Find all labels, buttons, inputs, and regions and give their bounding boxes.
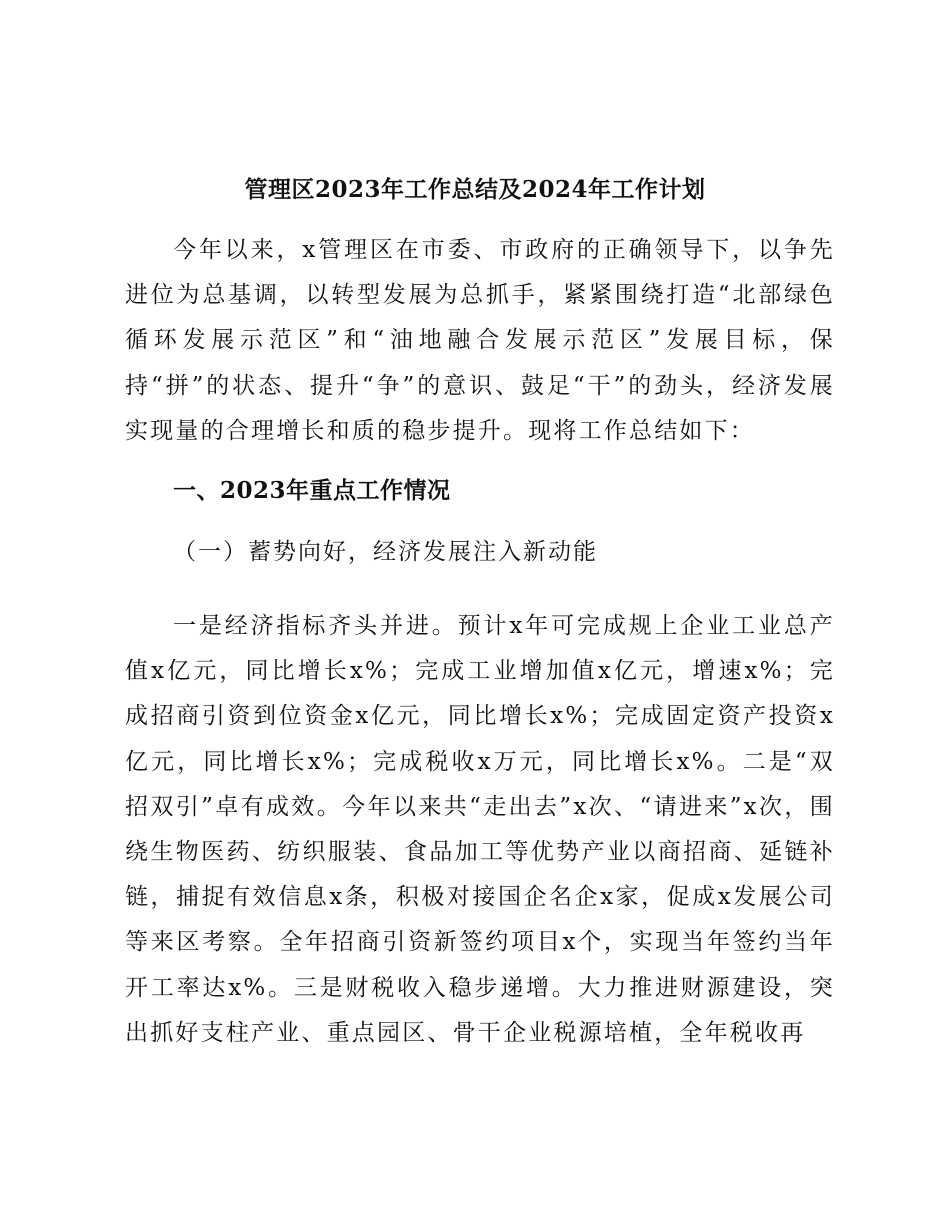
- document-title: 管理区2023年工作总结及2024年工作计划: [244, 176, 706, 203]
- intro-paragraph: 今年以来，x管理区在市委、市政府的正确领导下，以争先进位为总基调，以转型发展为总抓手，紧紧围绕打造“北部绿色循环发展示范区”和“油地融合发展示范区”发展目标，保持“拼”的状态、提升“争”的意识、鼓足“干”的劲头，经济发展实现量的合理增长和质的稳步提升。现将工作总结如下：: [125, 237, 835, 444]
- subsection-heading: （一）蓄势向好，经济发展注入新动能: [173, 539, 598, 565]
- body-paragraph: 一是经济指标齐头并进。预计x年可完成规上企业工业总产值x亿元，同比增长x%；完成工业增加值x亿元，增速x%；完成招商引资到位资金x亿元，同比增长x%；完成固定资产投资x亿元，同比增长x%；完成税收x万元，同比增长x%。二是“双招双引”卓有成效。今年以来共“走出去”x次、“请进来”x次，围绕生物医药、纺织服装、食品加工等优势产业以商招商、延链补链，捕捉有效信息x条，积极对接国企名企x家，促成x发展公司等来区考察。全年招商引资新签约项目x个，实现当年签约当年开工率达x%。三是财税收入稳步递增。大力推进财源建设，突出抓好支柱产业、重点园区、骨干企业税源培植，全年税收再: [125, 613, 835, 1046]
- section-heading: 一、2023年重点工作情况: [173, 477, 451, 504]
